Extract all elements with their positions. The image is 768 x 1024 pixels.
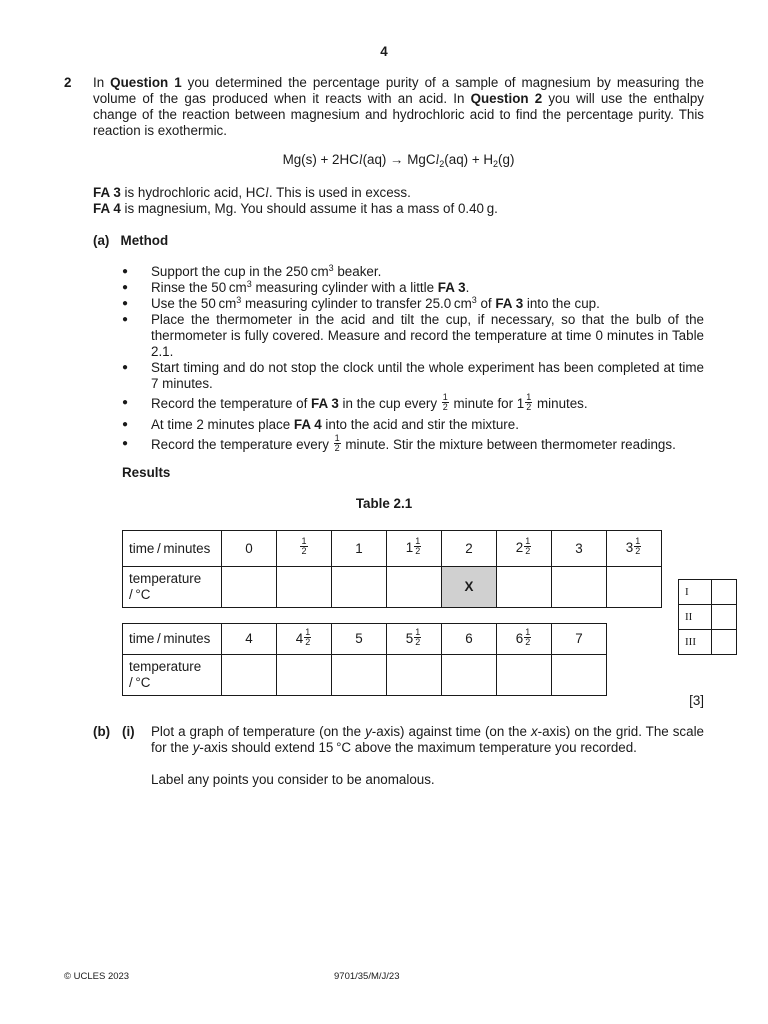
part-a-heading: (a) Method	[93, 233, 169, 248]
temperature-row-label: temperature / °C	[123, 655, 222, 696]
fraction-half: $\frac{1}{2}$	[442, 392, 448, 412]
reaction-equation: Mg(s) + 2HCl(aq) → MgCl$_2$(aq) + $H_2(g)$	[282, 152, 515, 169]
table-title: Table 2.1	[355, 496, 413, 511]
time-row-label: time / minutes	[123, 531, 222, 567]
time-cell: 7	[552, 624, 607, 655]
temperature-cell[interactable]	[552, 567, 607, 608]
method-list	[122, 264, 704, 455]
time-row-label: time / minutes	[123, 624, 222, 655]
time-cell	[277, 531, 332, 567]
temperature-cell[interactable]	[497, 655, 552, 696]
temperature-cell[interactable]	[552, 655, 607, 696]
time-cell: 6 $\frac{1}{2}$	[497, 624, 552, 655]
page-number: 4	[380, 44, 388, 59]
time-cell: 5	[332, 624, 387, 655]
time-cell: 5 $\frac{1}{2}$	[387, 624, 442, 655]
time-cell: 3 $\frac{1}{2}$	[607, 531, 662, 567]
fraction-half: $\frac{1}{2}$	[301, 536, 307, 556]
reagent-fa3: FA 3 is hydrochloric acid, HCl. This is used in excess.	[93, 185, 411, 200]
time-cell: 3	[552, 531, 607, 567]
part-b-instruction: Plot a graph of temperature (on the y-axis) against time (on the x-axis) on the grid. The scale for the y-axis should extend 15 °C above the maximum temperature you recorded.	[151, 724, 704, 755]
footer-code: 9701/35/M/J/23	[334, 971, 400, 982]
time-cell: 4	[222, 624, 277, 655]
shaded-cell: X	[442, 567, 497, 608]
temperature-cell[interactable]	[497, 567, 552, 608]
fraction-half: $\frac{1}{2}$	[525, 626, 531, 647]
fraction-half: $\frac{1}{2}$	[635, 536, 641, 556]
method-step: ● At time 2 minutes place FA 4 into the acid and stir the mixture.	[122, 417, 704, 433]
temperature-cell[interactable]	[607, 567, 662, 608]
part-b-anomalous: Label any points you consider to be anomalous.	[151, 772, 435, 787]
part-b-label: (b)	[93, 724, 111, 739]
time-cell: 1	[332, 531, 387, 567]
results-table-1	[122, 530, 662, 608]
time-cell: 2 $\frac{1}{2}$	[497, 531, 552, 567]
fraction-half: $\frac{1}{2}$	[525, 536, 531, 556]
part-b-i-label: (i)	[122, 724, 135, 739]
temperature-cell[interactable]	[277, 567, 332, 608]
method-step: ● Start timing and do not stop the clock until the whole experiment has been completed at time 7 minutes.	[122, 360, 704, 392]
fraction-half: $\frac{1}{2}$	[415, 626, 421, 647]
temperature-cell[interactable]	[222, 567, 277, 608]
marks-cell	[712, 630, 737, 655]
temperature-cell[interactable]	[277, 655, 332, 696]
marks-cell	[712, 580, 737, 605]
fraction-half: $\frac{1}{2}$	[526, 392, 532, 412]
time-cell: 6	[442, 624, 497, 655]
results-table-2	[122, 623, 607, 696]
time-cell: 4 $\frac{1}{2}$	[277, 624, 332, 655]
temperature-cell[interactable]	[332, 655, 387, 696]
time-cell: 2	[442, 531, 497, 567]
temperature-cell[interactable]	[442, 655, 497, 696]
method-step: ● Record the temperature every $\frac{1}{2}$ minute. Stir the mixture between thermometer readings.	[122, 436, 704, 455]
method-step: ● Use the 50 $cm^3$ measuring cylinder to transfer 25.0 $cm^3$ of FA 3 into the cup.	[122, 296, 704, 312]
temperature-cell[interactable]	[222, 655, 277, 696]
method-step: ● Support the cup in the 250 $cm^3$ beaker.	[122, 264, 704, 280]
temperature-cell[interactable]	[332, 567, 387, 608]
method-step: ● Place the thermometer in the acid and tilt the cup, if necessary, so that the bulb of the thermometer is fully covered. Measure and record the temperature at time 0 minutes in Table 2.1.	[122, 312, 704, 360]
marks-label: III	[679, 630, 712, 655]
footer-copyright: © UCLES 2023	[64, 971, 130, 982]
marks-box	[678, 579, 737, 655]
temperature-row-label: temperature / °C	[123, 567, 222, 608]
time-cell: 1 $\frac{1}{2}$	[387, 531, 442, 567]
marks-label: I	[679, 580, 712, 605]
marks-cell	[712, 605, 737, 630]
fraction-half: $\frac{1}{2}$	[415, 536, 421, 556]
method-step: ● Rinse the 50 $cm^3$ measuring cylinder with a little FA 3.	[122, 280, 704, 296]
fraction-half: $\frac{1}{2}$	[334, 433, 340, 453]
time-cell: 0	[222, 531, 277, 567]
reagent-fa4: FA 4 is magnesium, Mg. You should assume it has a mass of 0.40 g.	[93, 201, 498, 216]
temperature-cell[interactable]	[387, 567, 442, 608]
fraction-half: $\frac{1}{2}$	[305, 626, 311, 647]
temperature-cell[interactable]	[387, 655, 442, 696]
question-intro: In Question 1 you determined the percentage purity of a sample of magnesium by measuring the volume of the gas produced when it reacts with an acid. In Question 2 you will use the enthalpy change of the reaction between magnesium and hydrochloric acid to find the percentage purity. This reaction is exothermic.	[93, 75, 704, 138]
method-step: ● Record the temperature of FA 3 in the cup every $\frac{1}{2}$ minute for 1 $\frac{1}{2}$ minutes.	[122, 395, 704, 414]
question-number: 2	[64, 75, 72, 90]
results-heading: Results	[122, 465, 171, 480]
marks-total: [3]	[689, 693, 704, 708]
marks-label: II	[679, 605, 712, 630]
